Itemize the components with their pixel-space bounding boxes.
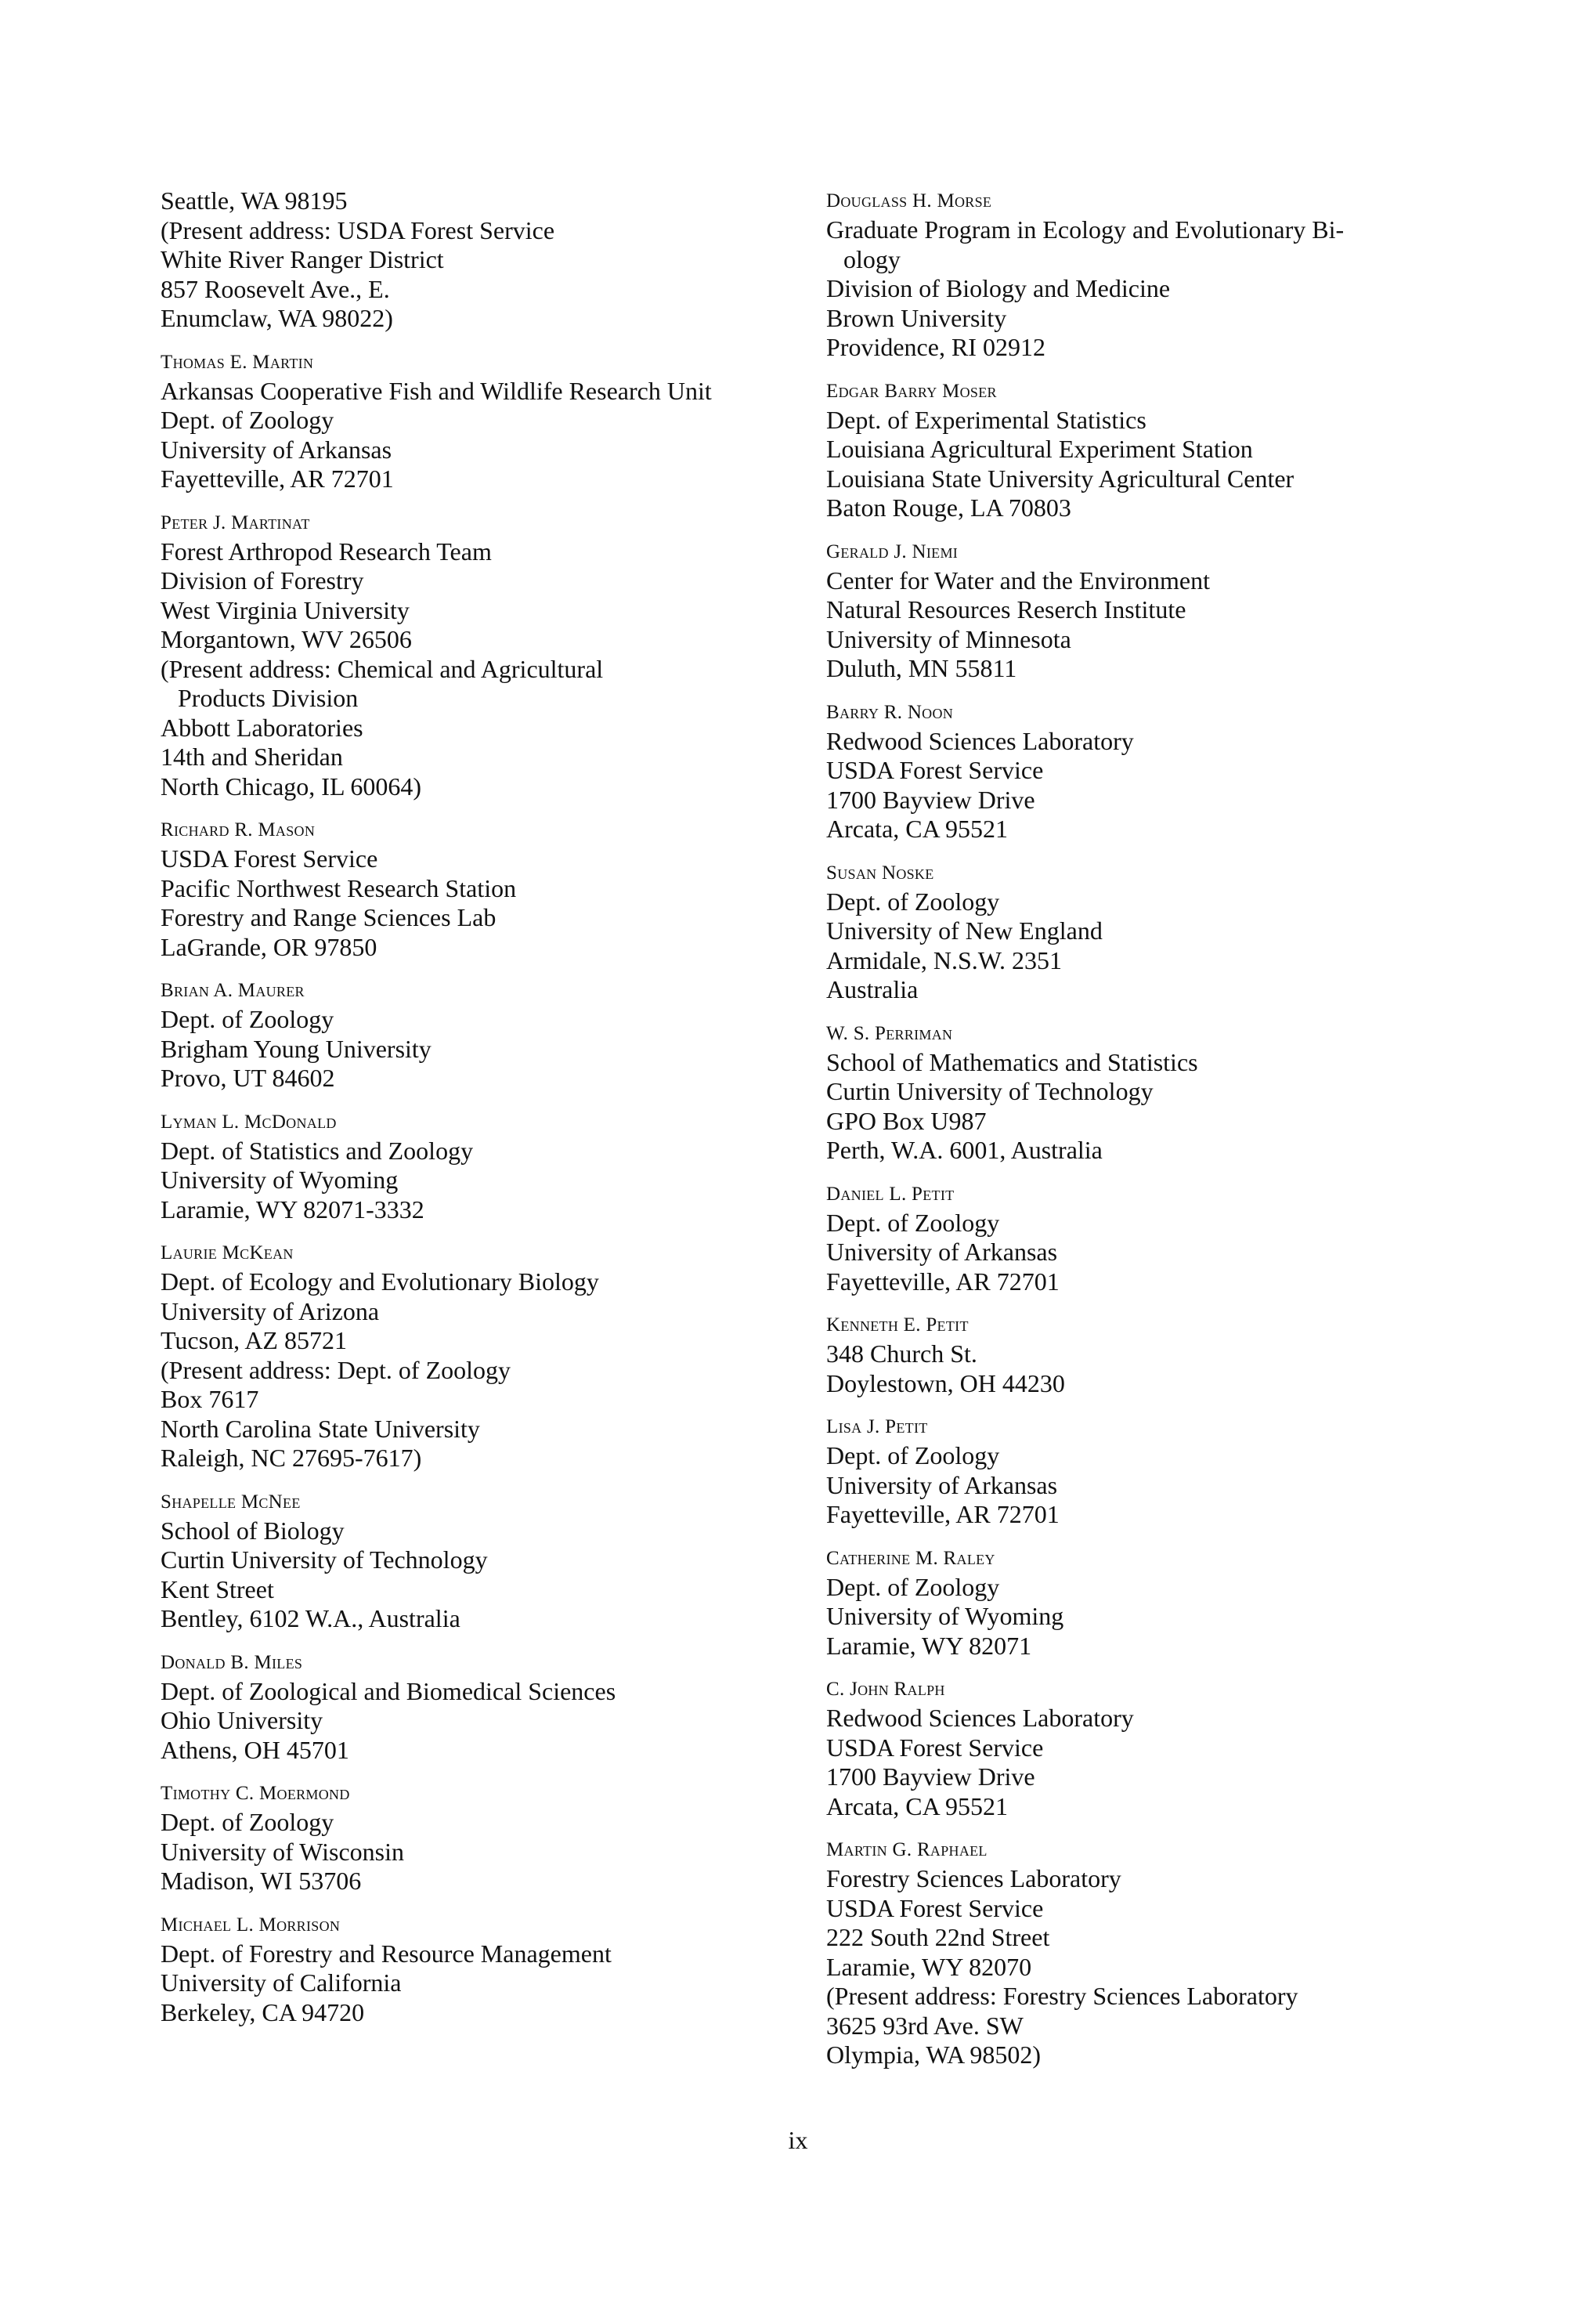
address-line: Dept. of Zoology <box>161 406 334 434</box>
contributor-entry <box>161 1238 803 1473</box>
contributor-entry <box>161 815 803 962</box>
address-line: Australia <box>826 975 919 1003</box>
contributor-name: Laurie McKean <box>161 1242 294 1263</box>
address-line: University of Minnesota <box>826 624 1071 653</box>
contributor-name: Martin G. Raphael <box>826 1839 988 1860</box>
address-line: University of Arkansas <box>826 1238 1058 1266</box>
address-line: School of Biology <box>161 1516 345 1545</box>
address-line: USDA Forest Service <box>826 1893 1044 1922</box>
address-line: Natural Resources Reserch Institute <box>826 595 1186 624</box>
contributor-entry <box>161 1910 803 2028</box>
contributor-name: Barry R. Noon <box>826 701 954 723</box>
contributor-entry <box>826 186 1468 363</box>
address-line: Morgantown, WV 26506 <box>161 625 412 653</box>
address-line: Armidale, N.S.W. 2351 <box>826 945 1063 974</box>
address-line: Tucson, AZ 85721 <box>161 1326 347 1354</box>
left-column <box>161 186 803 2041</box>
address-line: Fayetteville, AR 72701 <box>826 1267 1060 1296</box>
address-line: Redwood Sciences Laboratory <box>826 726 1134 755</box>
address-line: University of Arizona <box>161 1296 380 1325</box>
address-line: 857 Roosevelt Ave., E. <box>161 274 390 303</box>
contributor-entry <box>161 186 803 334</box>
address-line: Division of Forestry <box>161 566 364 595</box>
contributor-name: Michael L. Morrison <box>161 1914 341 1936</box>
contributor-name: Timothy C. Moermond <box>161 1783 350 1804</box>
address-line: University of Wisconsin <box>161 1837 404 1866</box>
address-line: Fayetteville, AR 72701 <box>826 1500 1060 1528</box>
address-line: University of California <box>161 1968 402 1997</box>
address-line: White River Ranger District <box>161 245 444 273</box>
address-line: Brigham Young University <box>161 1034 431 1063</box>
address-line: 222 South 22nd Street <box>826 1923 1050 1951</box>
address-line: Graduate Program in Ecology and Evolutionary Bi- <box>826 215 1345 244</box>
address-line: Dept. of Statistics and Zoology <box>161 1136 474 1165</box>
contributor-name: Donald B. Miles <box>161 1651 303 1673</box>
contributor-name: Peter J. Martinat <box>161 511 310 533</box>
address-line: 1700 Bayview Drive <box>826 785 1035 814</box>
contributor-name: Daniel L. Petit <box>826 1183 955 1205</box>
address-line: ology <box>843 244 901 273</box>
address-line: Curtin University of Technology <box>161 1545 488 1574</box>
address-line: Arcata, CA 95521 <box>826 815 1008 843</box>
contributor-name: Kenneth E. Petit <box>826 1314 969 1336</box>
contributor-name: Douglass H. Morse <box>826 190 992 211</box>
contributor-name: C. John Ralph <box>826 1679 945 1700</box>
contributor-name: Thomas E. Martin <box>161 351 314 373</box>
contributor-entry <box>826 1675 1468 1821</box>
address-line: University of New England <box>826 916 1103 945</box>
address-line: Dept. of Zoology <box>161 1808 334 1836</box>
address-line: LaGrande, OR 97850 <box>161 932 377 961</box>
address-line: Laramie, WY 82070 <box>826 1952 1032 1981</box>
address-line: Dept. of Zoology <box>826 1208 1000 1237</box>
contributor-name: Gerald J. Niemi <box>826 540 959 562</box>
page-number: ix <box>788 2126 808 2154</box>
address-line: Fayetteville, AR 72701 <box>161 464 394 493</box>
address-line: Perth, W.A. 6001, Australia <box>826 1136 1103 1164</box>
contributor-entry <box>826 1412 1468 1530</box>
contributor-entry <box>161 1108 803 1225</box>
contributor-name: Catherine M. Raley <box>826 1547 995 1569</box>
address-line: Arcata, CA 95521 <box>826 1791 1008 1820</box>
address-line: Forest Arthropod Research Team <box>161 537 492 566</box>
contributor-entry <box>826 858 1468 1005</box>
address-line: School of Mathematics and Statistics <box>826 1047 1198 1076</box>
address-line: Forestry Sciences Laboratory <box>826 1864 1121 1892</box>
contributor-entry <box>826 537 1468 684</box>
address-line: Brown University <box>826 303 1007 332</box>
address-line: Kent Street <box>161 1574 274 1603</box>
address-line: University of Arkansas <box>161 435 392 464</box>
address-line: Athens, OH 45701 <box>161 1735 349 1764</box>
address-line: Dept. of Zoology <box>161 1005 334 1033</box>
address-line: Louisiana State University Agricultural Center <box>826 464 1294 493</box>
address-line: Ohio University <box>161 1706 323 1734</box>
address-line: Curtin University of Technology <box>826 1077 1154 1105</box>
address-line: 3625 93rd Ave. SW <box>826 2011 1024 2040</box>
contributor-entry <box>161 1487 803 1634</box>
address-line: Duluth, MN 55811 <box>826 654 1017 682</box>
address-line: Dept. of Forestry and Resource Management <box>161 1939 612 1968</box>
address-line: Madison, WI 53706 <box>161 1867 362 1895</box>
contributor-name: Edgar Barry Moser <box>826 380 997 402</box>
address-line: Provo, UT 84602 <box>161 1064 335 1092</box>
address-line: Dept. of Experimental Statistics <box>826 405 1146 434</box>
address-line: Division of Biology and Medicine <box>826 274 1171 302</box>
address-line: West Virginia University <box>161 595 410 624</box>
address-line: North Chicago, IL 60064) <box>161 772 421 801</box>
contributor-name: W. S. Perriman <box>826 1022 953 1044</box>
address-line: Laramie, WY 82071 <box>826 1631 1032 1660</box>
address-line: North Carolina State University <box>161 1414 480 1443</box>
contributor-entry <box>826 1310 1468 1398</box>
contributor-entry <box>826 377 1468 523</box>
address-line: Laramie, WY 82071-3332 <box>161 1195 424 1224</box>
address-line: Redwood Sciences Laboratory <box>826 1704 1134 1732</box>
address-line: Dept. of Zoological and Biomedical Sciences <box>161 1676 616 1705</box>
contributor-entry <box>161 348 803 494</box>
contributor-name: Lyman L. McDonald <box>161 1111 337 1133</box>
address-line: Dept. of Zoology <box>826 887 1000 916</box>
address-line: Arkansas Cooperative Fish and Wildlife Research Unit <box>161 376 712 405</box>
address-line: Seattle, WA 98195 <box>161 186 348 215</box>
contributor-entry <box>161 1648 803 1766</box>
address-line: Bentley, 6102 W.A., Australia <box>161 1604 460 1632</box>
address-line: (Present address: Chemical and Agricultural <box>161 654 604 683</box>
address-line: University of Arkansas <box>826 1470 1058 1499</box>
address-line: Box 7617 <box>161 1385 259 1413</box>
address-line: University of Wyoming <box>826 1602 1064 1630</box>
address-line: Doylestown, OH 44230 <box>826 1368 1065 1397</box>
contributor-name: Shapelle McNee <box>161 1491 301 1513</box>
address-line: Pacific Northwest Research Station <box>161 873 517 902</box>
address-line: Dept. of Ecology and Evolutionary Biology <box>161 1267 599 1296</box>
address-line: USDA Forest Service <box>826 1733 1044 1762</box>
contributor-entry <box>161 1779 803 1896</box>
address-line: GPO Box U987 <box>826 1106 987 1135</box>
address-line: Abbott Laboratories <box>161 713 363 742</box>
contributor-name: Richard R. Mason <box>161 819 316 840</box>
contributor-entry <box>826 1544 1468 1661</box>
address-line: Providence, RI 02912 <box>826 333 1045 361</box>
address-line: Forestry and Range Sciences Lab <box>161 903 496 931</box>
contributor-entry <box>826 1180 1468 1297</box>
address-line: 348 Church St. <box>826 1339 977 1368</box>
address-line: Dept. of Zoology <box>826 1441 1000 1469</box>
address-line: (Present address: USDA Forest Service <box>161 215 555 244</box>
address-line: (Present address: Forestry Sciences Laboratory <box>826 1982 1298 2010</box>
right-column <box>826 186 1468 2084</box>
contributor-name: Lisa J. Petit <box>826 1416 928 1437</box>
address-line: USDA Forest Service <box>826 756 1044 784</box>
address-line: Olympia, WA 98502) <box>826 2040 1042 2069</box>
address-line: Louisiana Agricultural Experiment Station <box>826 435 1253 463</box>
address-line: Enumclaw, WA 98022) <box>161 304 393 332</box>
contributor-entry <box>826 698 1468 844</box>
address-line: Dept. of Zoology <box>826 1572 1000 1601</box>
contributor-entry <box>161 508 803 802</box>
address-line: (Present address: Dept. of Zoology <box>161 1355 511 1384</box>
address-line: Berkeley, CA 94720 <box>161 1997 365 2026</box>
contributor-name: Brian A. Maurer <box>161 980 305 1001</box>
address-line: Products Division <box>178 684 359 712</box>
contributor-entry <box>826 1019 1468 1166</box>
address-line: University of Wyoming <box>161 1166 399 1194</box>
contributor-name: Susan Noske <box>826 862 934 884</box>
address-line: Baton Rouge, LA 70803 <box>826 493 1071 522</box>
contributor-entry <box>161 976 803 1093</box>
address-line: 14th and Sheridan <box>161 743 343 771</box>
address-line: 1700 Bayview Drive <box>826 1762 1035 1791</box>
contributor-entry <box>826 1835 1468 2070</box>
address-line: Center for Water and the Environment <box>826 566 1210 595</box>
address-line: Raleigh, NC 27695-7617) <box>161 1444 422 1472</box>
address-line: USDA Forest Service <box>161 844 378 873</box>
